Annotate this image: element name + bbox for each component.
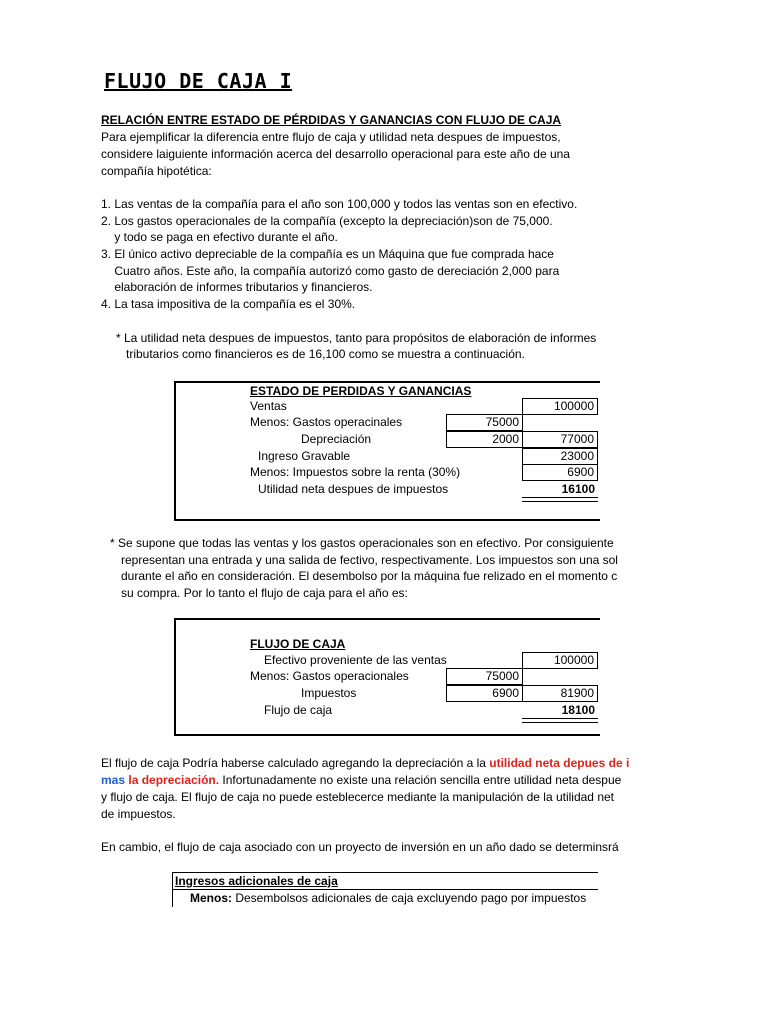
pyg-mid-cell: 2000 (446, 431, 523, 448)
pyg-row-label: Menos: Impuestos sobre la renta (30%) (250, 465, 461, 479)
note-line: representan una entrada y una salida de fectivo, respectivamente. Los impuestos son una sol (121, 553, 618, 567)
list-item: 2. Los gastos operacionales de la compañía (excepto la depreciación)son de 75,000. (101, 214, 553, 228)
bottom-row-prefix: Menos: (190, 891, 232, 905)
flujo-row-label: Efectivo proveniente de las ventas (264, 653, 447, 667)
pyg-row-label: Ventas (250, 399, 287, 413)
pyg-right-cell: 23000 (522, 448, 598, 465)
pyg-row-label: Menos: Gastos operacinales (250, 415, 403, 429)
intro-line: compañía hipotética: (101, 164, 212, 178)
pyg-mid-cell: 75000 (446, 414, 523, 431)
paragraph-line: En cambio, el flujo de caja asociado con un proyecto de inversión en un año dado se determinsrá (101, 840, 619, 854)
pyg-right-cell: 100000 (522, 398, 598, 415)
pyg-right-cell: 77000 (522, 431, 598, 448)
pyg-total-value: 16100 (561, 482, 595, 496)
intro-line: considere laiguiente información acerca del desarrollo operacional para este año de una (101, 147, 570, 161)
page-title: FLUJO DE CAJA I (104, 69, 293, 93)
flujo-right-cell: 81900 (522, 685, 598, 702)
highlight-blue-text: mas (101, 773, 129, 787)
intro-line: Para ejemplificar la diferencia entre flujo de caja y utilidad neta despues de impuestos, (101, 130, 561, 144)
pyg-row-label: Ingreso Gravable (258, 449, 351, 463)
paragraph-text: Infortunadamente no existe una relación sencilla entre utilidad neta despue (219, 773, 622, 787)
flujo-table-header: FLUJO DE CAJA (250, 637, 346, 651)
list-item: 4. La tasa impositiva de la compañía es el 30%. (101, 297, 356, 311)
note-line: durante el año en consideración. El desembolso por la máquina fue relizado en el momento c (121, 569, 618, 583)
paragraph-line: y flujo de caja. El flujo de caja no puede esteblecerce mediante la manipulación de la utilidad net (101, 790, 614, 804)
paragraph-line (101, 755, 629, 771)
paragraph-line (101, 772, 621, 788)
list-item: 1. Las ventas de la compañía para el año son 100,000 y todos las ventas son en efectivo. (101, 197, 578, 211)
highlight-red-text: la depreciación. (128, 773, 220, 787)
flujo-row-label: Menos: Gastos operacionales (250, 669, 409, 683)
pyg-row-label: Utilidad neta despues de impuestos (258, 482, 449, 496)
flujo-row-label: Flujo de caja (264, 703, 333, 717)
bottom-table-row (190, 890, 586, 906)
paragraph-line: de impuestos. (101, 807, 176, 821)
flujo-mid-cell: 75000 (446, 668, 523, 685)
flujo-mid-cell: 6900 (446, 685, 523, 702)
bottom-table-header: Ingresos adicionales de caja (175, 874, 338, 888)
pyg-right-cell: 6900 (522, 464, 598, 481)
list-item: elaboración de informes tributarios y financieros. (101, 280, 373, 294)
note-line: * La utilidad neta despues de impuestos, tanto para propósitos de elaboración de informes (116, 331, 597, 345)
section-subtitle: RELACIÓN ENTRE ESTADO DE PÉRDIDAS Y GANANCIAS CON FLUJO DE CAJA (101, 113, 562, 127)
pyg-row-label: Depreciación (301, 432, 372, 446)
double-underline (522, 497, 598, 502)
flujo-total-value: 18100 (561, 703, 595, 717)
note-line: su compra. Por lo tanto el flujo de caja para el año es: (121, 586, 408, 600)
list-item: 3. El único activo depreciable de la compañía es un Máquina que fue comprada hace (101, 247, 554, 261)
double-underline (522, 718, 598, 723)
pyg-table-header: ESTADO DE PERDIDAS Y GANANCIAS (250, 384, 472, 398)
list-item: Cuatro años. Este año, la compañía autorizó como gasto de dereciación 2,000 para (101, 264, 560, 278)
note-line: tributarios como financieros es de 16,100 como se muestra a continuación. (126, 347, 525, 361)
bottom-row-text: Desembolsos adicionales de caja excluyendo pago por impuestos (232, 891, 587, 905)
flujo-row-label: Impuestos (301, 686, 357, 700)
note-line: * Se supone que todas las ventas y los gastos operacionales son en efectivo. Por consiguiente (110, 536, 614, 550)
paragraph-text: El flujo de caja Podría haberse calculado agregando la depreciación a la (101, 756, 490, 770)
flujo-right-cell: 100000 (522, 652, 598, 669)
highlight-red-text: utilidad neta depues de i (489, 756, 630, 770)
list-item: y todo se paga en efectivo durante el año. (101, 230, 338, 244)
